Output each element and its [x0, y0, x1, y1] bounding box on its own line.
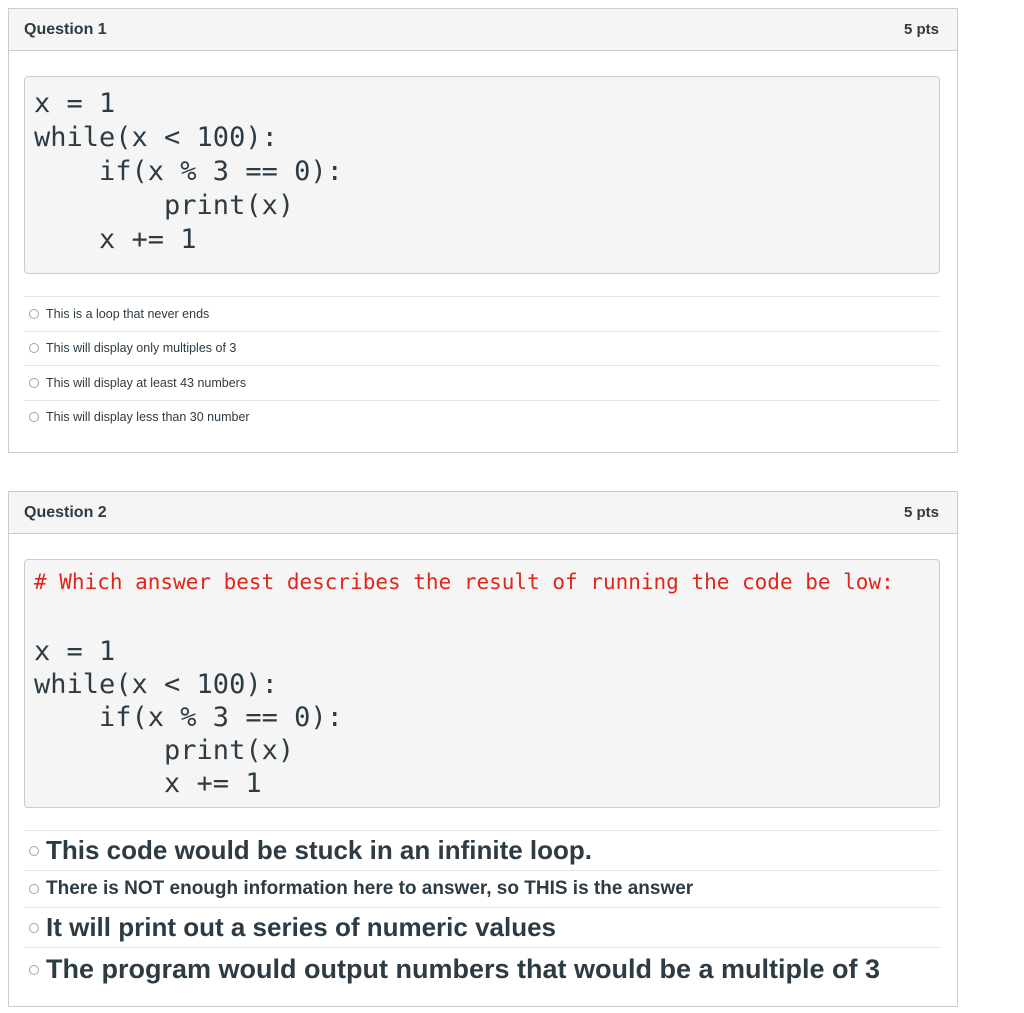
radio-button[interactable]	[29, 965, 39, 975]
question-points: 5 pts	[903, 21, 939, 38]
answer-label: This will display less than 30 number	[46, 410, 250, 425]
question-header	[9, 9, 957, 51]
answer-option[interactable]	[24, 870, 940, 907]
answer-option[interactable]	[24, 907, 940, 947]
radio-button[interactable]	[29, 378, 39, 388]
answer-option[interactable]	[24, 331, 940, 366]
radio-button[interactable]	[29, 343, 39, 353]
radio-button[interactable]	[29, 846, 39, 856]
question-header	[9, 492, 957, 534]
answer-option[interactable]	[24, 830, 940, 870]
answer-option[interactable]	[24, 365, 940, 400]
radio-button[interactable]	[29, 412, 39, 422]
question-1	[8, 8, 958, 453]
answer-option[interactable]	[24, 400, 940, 435]
radio-button[interactable]	[29, 309, 39, 319]
radio-button[interactable]	[29, 884, 39, 894]
question-title: Question 1	[24, 20, 107, 38]
code-comment: # Which answer best describes the result of running the code be low:	[34, 570, 894, 594]
radio-button[interactable]	[29, 923, 39, 933]
answer-option[interactable]	[24, 296, 940, 331]
question-2	[8, 491, 958, 1007]
code-block	[24, 76, 940, 274]
answer-list	[24, 296, 940, 434]
answer-label: This will display only multiples of 3	[46, 341, 237, 356]
answer-label: There is NOT enough information here to answer, so THIS is the answer	[46, 878, 694, 899]
answer-label: This code would be stuck in an infinite loop.	[46, 835, 593, 865]
code-text: x = 1 while(x < 100): if(x % 3 == 0): print(x) x += 1	[34, 636, 343, 799]
answer-label: It will print out a series of numeric values	[46, 912, 557, 942]
answer-label: The program would output numbers that would be a multiple of 3	[46, 954, 880, 984]
answer-label: This is a loop that never ends	[46, 306, 210, 321]
question-points: 5 pts	[903, 504, 939, 521]
answer-option[interactable]	[24, 947, 940, 991]
answer-label: This will display at least 43 numbers	[46, 375, 247, 390]
code-text: x = 1 while(x < 100): if(x % 3 == 0): print(x) x += 1	[34, 88, 343, 255]
question-title: Question 2	[24, 503, 107, 521]
answer-list	[24, 830, 940, 991]
code-block	[24, 559, 940, 808]
